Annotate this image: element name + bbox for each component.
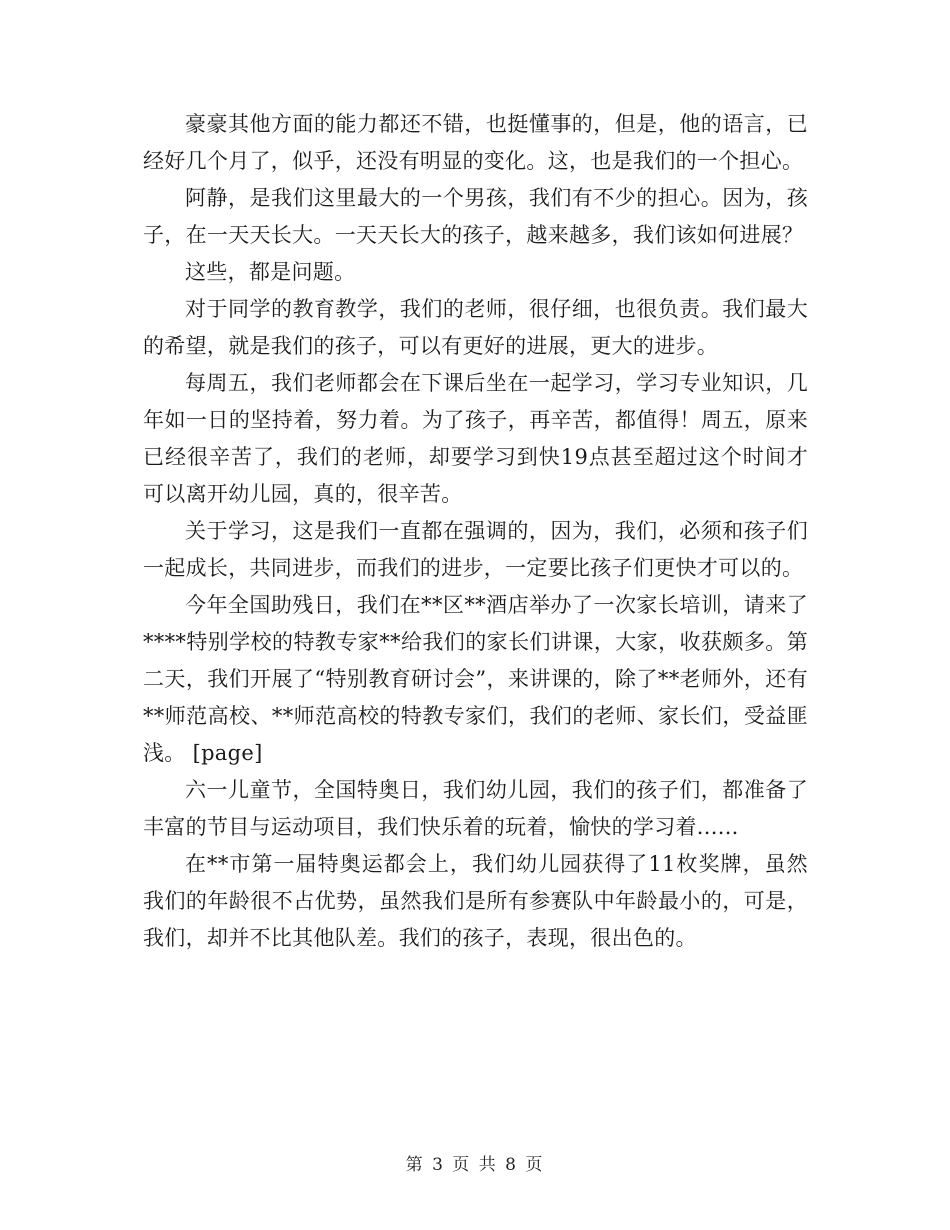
paragraph-childrens-day: 六一儿童节，全国特奥日，我们幼儿园，我们的孩子们，都准备了丰富的节目与运动项目，我们快乐着的玩着，愉快的学习着...... xyxy=(143,778,808,839)
paragraph-haohao: 豪豪其他方面的能力都还不错，也挺懂事的，但是，他的语言，已经好几个月了，似乎，还没有明显的变化。这，也是我们的一个担心。 xyxy=(143,112,808,173)
page-footer: 第 3 页 共 8 页 xyxy=(405,1155,545,1175)
paragraph-learning: 关于学习，这是我们一直都在强调的，因为，我们，必须和孩子们一起成长，共同进步，而我们的进步，一定要比孩子们更快才可以的。 xyxy=(143,519,808,580)
paragraph-special-olympics: 在**市第一届特奥运都会上，我们幼儿园获得了11枚奖牌，虽然我们的年龄很不占优势，虽然我们是所有参赛队中年龄最小的，可是，我们，却并不比其他队差。我们的孩子，表现，很出色的。 xyxy=(143,852,808,950)
document-body xyxy=(143,106,808,957)
paragraph-friday-study: 每周五，我们老师都会在下课后坐在一起学习，学习专业知识，几年如一日的坚持着，努力着。为了孩子，再辛苦，都值得！周五，原来已经很辛苦了，我们的老师，却要学习到快19点甚至超过这个时间才可以离开幼儿园，真的，很辛苦。 xyxy=(143,371,808,506)
paragraph-ajing: 阿静，是我们这里最大的一个男孩，我们有不少的担心。因为，孩子，在一天天长大。一天天长大的孩子，越来越多，我们该如何进展？ xyxy=(143,186,808,247)
paragraph-teaching: 对于同学的教育教学，我们的老师，很仔细，也很负责。我们最大的希望，就是我们的孩子，可以有更好的进展，更大的进步。 xyxy=(143,297,808,358)
paragraph-questions: 这些，都是问题。 xyxy=(185,260,356,284)
paragraph-parent-training: 今年全国助残日，我们在**区**酒店举办了一次家长培训，请来了****特别学校的特教专家**给我们的家长们讲课，大家，收获颇多。第二天，我们开展了“特别教育研讨会”，来讲课的，除了**老师外，还有**师范高校、**师范高校的特教专家们，我们的老师、家长们，受益匪浅。 [page] xyxy=(143,593,808,765)
